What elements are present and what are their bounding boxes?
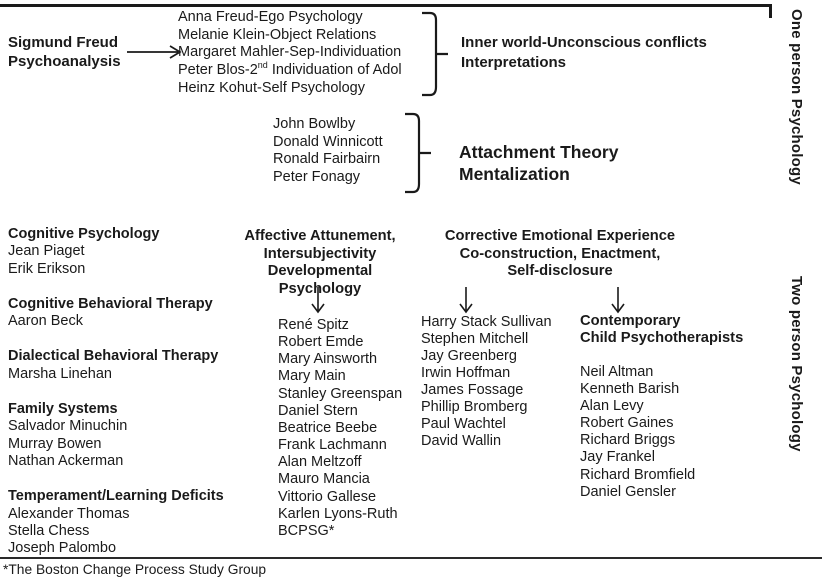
list-item: Irwin Hoffman xyxy=(421,365,511,381)
list-item: Neil Altman xyxy=(580,364,654,380)
list-item: Anna Freud-Ego Psychology xyxy=(178,9,363,25)
arrow-down-icon xyxy=(310,286,326,314)
list-item: Harry Stack Sullivan xyxy=(421,314,552,330)
list-item: Developmental Psychology xyxy=(267,263,373,297)
freud-followers-list xyxy=(178,9,402,98)
corrective-heading xyxy=(440,228,680,281)
group-heading: Dialectical Behavioral Therapy xyxy=(8,348,219,365)
theory-group xyxy=(8,296,224,331)
list-item: Contemporary xyxy=(580,313,681,329)
list-item: Child Psychotherapists xyxy=(580,330,744,347)
list-item: Aaron Beck xyxy=(8,313,83,330)
list-item: Karlen Lyons-Ruth xyxy=(278,505,398,522)
list-item: Sigmund Freud xyxy=(8,34,118,51)
list-item: Psychoanalysis xyxy=(8,53,121,70)
list-item: James Fossage xyxy=(421,382,524,398)
list-item: Corrective Emotional Experience xyxy=(444,228,676,244)
attachment-label xyxy=(459,141,618,185)
list-item: Phillip Bromberg xyxy=(421,399,528,415)
group-members-list xyxy=(8,243,224,278)
footnote-rule xyxy=(0,557,822,559)
list-item: Murray Bowen xyxy=(8,435,102,452)
group-heading: Cognitive Behavioral Therapy xyxy=(8,295,213,312)
affective-theorists-list xyxy=(278,317,402,540)
footnote: *The Boston Change Process Study Group xyxy=(3,562,267,577)
theory-group xyxy=(8,348,224,383)
theory-group xyxy=(8,401,224,470)
list-item: Interpretations xyxy=(461,53,567,71)
theory-group xyxy=(8,488,224,557)
group-heading: Cognitive Psychology xyxy=(8,226,160,242)
list-item: Marsha Linehan xyxy=(8,365,112,382)
list-item: Ronald Fairbairn xyxy=(273,151,381,168)
list-item: Jay Frankel xyxy=(580,449,655,466)
list-item: Affective Attunement, xyxy=(244,228,396,244)
brace-icon xyxy=(403,112,433,194)
list-item: Jay Greenberg xyxy=(421,348,517,364)
list-item: Kenneth Barish xyxy=(580,381,680,398)
list-item: Paul Wachtel xyxy=(421,416,506,432)
list-item: Daniel Gensler xyxy=(580,483,676,500)
arrow-down-icon xyxy=(458,286,474,314)
top-rule-end-tick xyxy=(769,4,772,18)
theory-group xyxy=(8,226,224,278)
list-item: Margaret Mahler-Sep-Individuation xyxy=(178,44,402,61)
freud-root-label xyxy=(8,33,121,71)
group-members-list xyxy=(8,366,224,383)
brace-icon xyxy=(420,11,450,97)
relational-theorists-list xyxy=(421,314,552,450)
list-item: Alan Meltzoff xyxy=(278,454,362,471)
contemporary-therapists-list xyxy=(580,364,695,501)
list-item: Alan Levy xyxy=(580,398,644,415)
list-item: Robert Emde xyxy=(278,334,364,351)
list-item: Daniel Stern xyxy=(278,402,358,419)
list-item: John Bowlby xyxy=(273,116,356,132)
list-item: Donald Winnicott xyxy=(273,133,383,150)
two-person-psychology-label: Two person Psychology xyxy=(788,276,805,452)
contemporary-heading xyxy=(580,313,743,348)
list-item: Mary Main xyxy=(278,368,346,385)
list-item: Melanie Klein-Object Relations xyxy=(178,26,377,43)
list-item: Joseph Palombo xyxy=(8,540,117,557)
list-item: Co-construction, Enactment, xyxy=(459,245,661,262)
group-members-list xyxy=(8,418,224,470)
list-item: Salvador Minuchin xyxy=(8,418,128,435)
list-item: Frank Lachmann xyxy=(278,437,387,454)
top-rule xyxy=(0,4,772,7)
list-item: Mauro Mancia xyxy=(278,471,370,488)
list-item: Beatrice Beebe xyxy=(278,419,378,436)
list-item: Richard Bromfield xyxy=(580,466,696,483)
list-item: Richard Briggs xyxy=(580,432,676,449)
group-heading: Family Systems xyxy=(8,401,118,418)
group-members-list xyxy=(8,506,224,558)
list-item: Peter Blos-2nd Individuation of Adol xyxy=(178,60,402,79)
list-item: Jean Piaget xyxy=(8,243,85,260)
list-item: BCPSG* xyxy=(278,522,335,539)
list-item: Intersubjectivity xyxy=(263,245,377,262)
list-item: Vittorio Gallese xyxy=(278,488,377,505)
attachment-theorists-list xyxy=(273,116,383,187)
list-item: Stanley Greenspan xyxy=(278,385,403,402)
list-item: Robert Gaines xyxy=(580,415,674,432)
list-item: René Spitz xyxy=(278,317,349,333)
list-item: Mentalization xyxy=(459,164,570,184)
list-item: Erik Erikson xyxy=(8,260,86,277)
one-person-psychology-label: One person Psychology xyxy=(788,9,805,185)
list-item: Peter Fonagy xyxy=(273,169,361,186)
list-item: Mary Ainsworth xyxy=(278,351,378,368)
list-item: Stephen Mitchell xyxy=(421,331,529,347)
arrow-down-icon xyxy=(610,286,626,314)
list-item: Heinz Kohut-Self Psychology xyxy=(178,79,365,96)
group-heading: Temperament/Learning Deficits xyxy=(8,488,224,505)
inner-world-label xyxy=(461,33,707,72)
list-item: Attachment Theory xyxy=(459,142,619,162)
list-item: Self-disclosure xyxy=(507,263,613,280)
list-item: Inner world-Unconscious conflicts xyxy=(461,34,707,51)
list-item: Nathan Ackerman xyxy=(8,452,124,469)
left-column xyxy=(8,226,224,575)
group-members-list xyxy=(8,313,224,330)
list-item: Stella Chess xyxy=(8,522,90,539)
list-item: David Wallin xyxy=(421,433,502,449)
list-item: Alexander Thomas xyxy=(8,505,130,522)
